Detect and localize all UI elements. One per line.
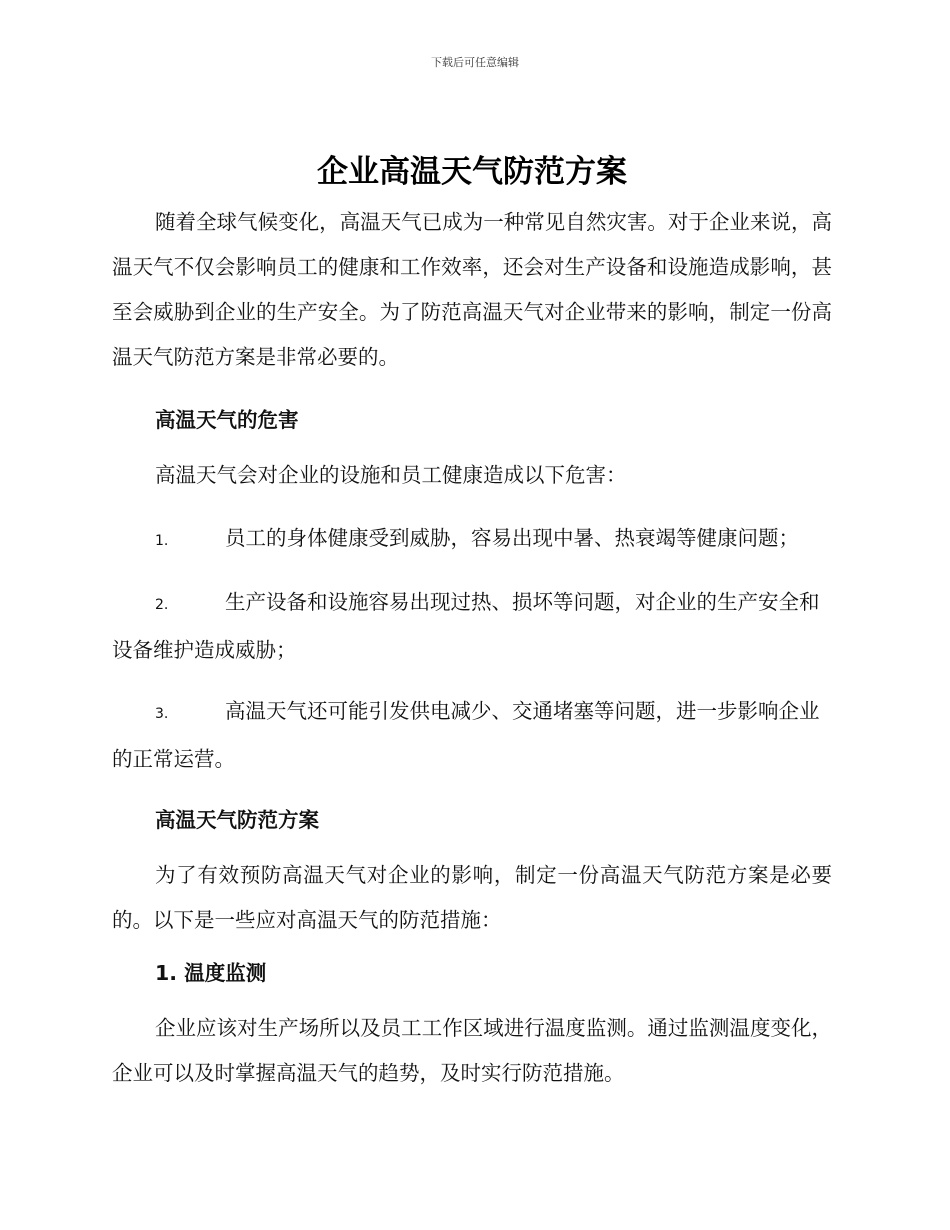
list-number: 1. (155, 533, 169, 549)
intro-paragraph: 随着全球气候变化，高温天气已成为一种常见自然灾害。对于企业来说，高温天气不仅会影响员工的健康和工作效率，还会对生产设备和设施造成影响，甚至会威胁到企业的生产安全。为了防范高温天气对企业带来的影响，制定一份高温天气防范方案是非常必要的。 (112, 210, 832, 369)
list-number: 2. (155, 597, 169, 613)
hazards-lead-paragraph: 高温天气会对企业的设施和员工健康造成以下危害： (155, 463, 627, 487)
spacer (112, 380, 832, 390)
document-body (112, 150, 832, 1096)
header-note: 下载后可任意编辑 (431, 56, 519, 69)
section-heading-prevention: 高温天气防范方案 (155, 808, 319, 832)
list-item-text: 员工的身体健康受到威胁，容易出现中暑、热衰竭等健康问题； (225, 526, 799, 550)
list-item-text: 高温天气还可能引发供电减少、交通堵塞等问题，进一步影响企业的正常运营。 (112, 699, 820, 771)
spacer (112, 498, 832, 508)
list-item-text: 生产设备和设施容易出现过热、损坏等问题，对企业的生产安全和设备维护造成威胁； (112, 590, 820, 662)
subsection-heading-temperature-monitoring: 1. 温度监测 (155, 961, 267, 985)
list-number: 3. (155, 706, 169, 722)
list-item (112, 572, 832, 681)
list-item (112, 508, 832, 572)
document-title: 企业高温天气防范方案 (317, 154, 627, 190)
section-heading-hazards: 高温天气的危害 (155, 408, 299, 432)
prevention-lead-paragraph: 为了有效预防高温天气对企业的影响，制定一份高温天气防范方案是必要的。以下是一些应对高温天气的防范措施： (112, 863, 832, 932)
list-item (112, 681, 832, 790)
temperature-monitoring-paragraph: 企业应该对生产场所以及员工工作区域进行温度监测。通过监测温度变化，企业可以及时掌握高温天气的趋势，及时实行防范措施。 (112, 1016, 832, 1085)
